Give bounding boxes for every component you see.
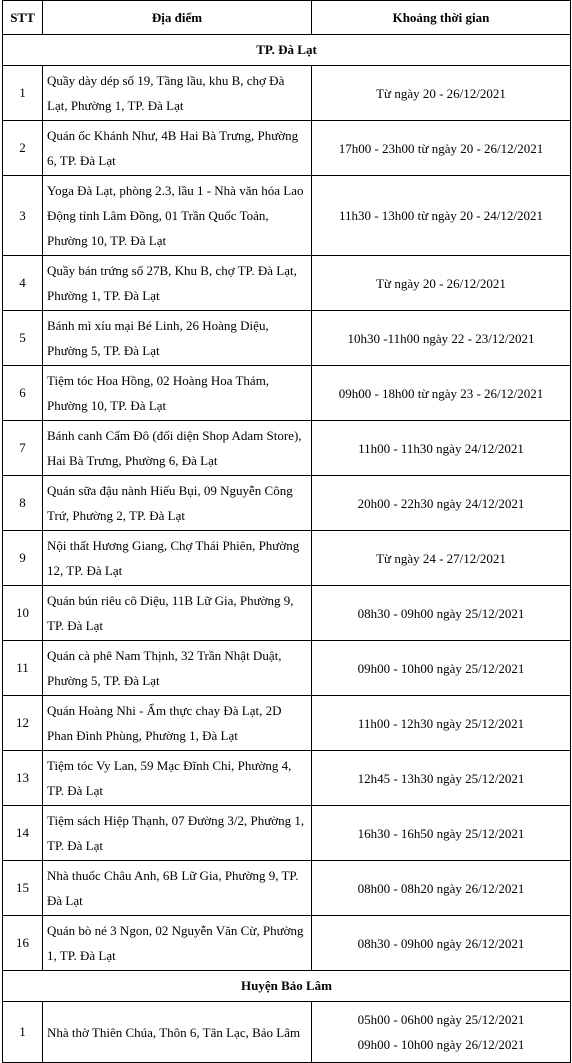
row-stt: 14 bbox=[3, 806, 43, 861]
row-location: Tiệm tóc Hoa Hồng, 02 Hoàng Hoa Thám, Phường 10, TP. Đà Lạt bbox=[43, 366, 312, 421]
row-location: Quán Hoàng Nhi - Ẩm thực chay Đà Lạt, 2D Phan Đình Phùng, Phường 1, Đà Lạt bbox=[43, 696, 312, 751]
table-row bbox=[3, 861, 571, 916]
time-line: 20h00 - 22h30 ngày 24/12/2021 bbox=[357, 495, 525, 511]
time-line: 08h30 - 09h00 ngày 25/12/2021 bbox=[357, 605, 525, 621]
row-time bbox=[312, 256, 571, 311]
table-row bbox=[3, 176, 571, 256]
row-stt: 3 bbox=[3, 176, 43, 256]
section-header-row bbox=[3, 35, 571, 66]
table-row bbox=[3, 421, 571, 476]
time-line: 17h00 - 23h00 từ ngày 20 - 26/12/2021 bbox=[338, 140, 544, 156]
header-location: Địa điểm bbox=[43, 1, 312, 35]
table-header-row bbox=[3, 1, 571, 35]
row-time bbox=[312, 751, 571, 806]
row-location: Quán bún riêu cô Diệu, 11B Lữ Gia, Phường 9, TP. Đà Lạt bbox=[43, 586, 312, 641]
row-stt: 9 bbox=[3, 531, 43, 586]
table-row bbox=[3, 121, 571, 176]
table-row bbox=[3, 1002, 571, 1063]
row-location: Bánh mì xíu mại Bé Linh, 26 Hoàng Diệu, Phường 5, TP. Đà Lạt bbox=[43, 311, 312, 366]
row-stt: 16 bbox=[3, 916, 43, 971]
table-row bbox=[3, 531, 571, 586]
row-stt: 4 bbox=[3, 256, 43, 311]
time-line: Từ ngày 20 - 26/12/2021 bbox=[376, 275, 506, 291]
table-row bbox=[3, 751, 571, 806]
row-time bbox=[312, 421, 571, 476]
row-stt: 10 bbox=[3, 586, 43, 641]
table-body bbox=[3, 35, 571, 1063]
row-location: Yoga Đà Lạt, phòng 2.3, lầu 1 - Nhà văn hóa Lao Động tỉnh Lâm Đồng, 01 Trần Quốc Toản, Phường 10, TP. Đà Lạt bbox=[43, 176, 312, 256]
time-line: 11h00 - 12h30 ngày 25/12/2021 bbox=[357, 715, 525, 731]
row-stt: 1 bbox=[3, 1002, 43, 1063]
row-time bbox=[312, 696, 571, 751]
row-stt: 1 bbox=[3, 66, 43, 121]
row-location: Quán bò né 3 Ngon, 02 Nguyễn Văn Cừ, Phường 1, TP. Đà Lạt bbox=[43, 916, 312, 971]
row-stt: 2 bbox=[3, 121, 43, 176]
section-title: Huyện Bảo Lâm bbox=[3, 971, 571, 1002]
table-row bbox=[3, 586, 571, 641]
row-time bbox=[312, 366, 571, 421]
table-row bbox=[3, 66, 571, 121]
row-time bbox=[312, 476, 571, 531]
time-line: Từ ngày 20 - 26/12/2021 bbox=[376, 85, 506, 101]
table-row bbox=[3, 696, 571, 751]
row-stt: 7 bbox=[3, 421, 43, 476]
row-stt: 5 bbox=[3, 311, 43, 366]
row-time bbox=[312, 806, 571, 861]
exposure-locations-table bbox=[2, 0, 571, 1063]
row-location: Nhà thờ Thiên Chúa, Thôn 6, Tân Lạc, Bảo Lâm bbox=[43, 1002, 312, 1063]
header-time: Khoảng thời gian bbox=[312, 1, 571, 35]
header-stt: STT bbox=[3, 1, 43, 35]
time-line: 12h45 - 13h30 ngày 25/12/2021 bbox=[357, 770, 525, 786]
row-location: Tiệm sách Hiệp Thạnh, 07 Đường 3/2, Phường 1, TP. Đà Lạt bbox=[43, 806, 312, 861]
row-location: Bánh canh Cẩm Đô (đối diện Shop Adam Store), Hai Bà Trưng, Phường 6, Đà Lạt bbox=[43, 421, 312, 476]
row-time bbox=[312, 1002, 571, 1063]
section-title: TP. Đà Lạt bbox=[3, 35, 571, 66]
row-stt: 8 bbox=[3, 476, 43, 531]
time-line: 16h30 - 16h50 ngày 25/12/2021 bbox=[357, 825, 525, 841]
row-stt: 13 bbox=[3, 751, 43, 806]
row-time bbox=[312, 311, 571, 366]
table-row bbox=[3, 311, 571, 366]
row-time bbox=[312, 586, 571, 641]
time-line: 05h00 - 06h00 ngày 25/12/2021 bbox=[357, 1012, 525, 1027]
row-stt: 15 bbox=[3, 861, 43, 916]
time-line: 09h00 - 18h00 từ ngày 23 - 26/12/2021 bbox=[338, 385, 544, 401]
row-location: Quầy bán trứng số 27B, Khu B, chợ TP. Đà Lạt, Phường 1, TP. Đà Lạt bbox=[43, 256, 312, 311]
row-time bbox=[312, 176, 571, 256]
row-location: Quán cà phê Nam Thịnh, 32 Trần Nhật Duật, Phường 5, TP. Đà Lạt bbox=[43, 641, 312, 696]
row-location: Quầy dày dép số 19, Tầng lầu, khu B, chợ Đà Lạt, Phường 1, TP. Đà Lạt bbox=[43, 66, 312, 121]
row-stt: 6 bbox=[3, 366, 43, 421]
row-location: Quán ốc Khánh Như, 4B Hai Bà Trưng, Phường 6, TP. Đà Lạt bbox=[43, 121, 312, 176]
time-line: 09h00 - 10h00 ngày 25/12/2021 bbox=[357, 660, 525, 676]
section-header-row bbox=[3, 971, 571, 1002]
table-row bbox=[3, 366, 571, 421]
row-time bbox=[312, 121, 571, 176]
table-row bbox=[3, 806, 571, 861]
row-location: Quán sữa đậu nành Hiếu Bụi, 09 Nguyễn Công Trứ, Phường 2, TP. Đà Lạt bbox=[43, 476, 312, 531]
row-stt: 12 bbox=[3, 696, 43, 751]
table-row bbox=[3, 256, 571, 311]
table-row bbox=[3, 916, 571, 971]
row-time bbox=[312, 531, 571, 586]
row-time bbox=[312, 861, 571, 916]
row-location: Nội thất Hương Giang, Chợ Thái Phiên, Phường 12, TP. Đà Lạt bbox=[43, 531, 312, 586]
time-line: 11h30 - 13h00 từ ngày 20 - 24/12/2021 bbox=[338, 208, 544, 223]
row-location: Tiệm tóc Vy Lan, 59 Mạc Đĩnh Chi, Phường 4, TP. Đà Lạt bbox=[43, 751, 312, 806]
row-location: Nhà thuốc Châu Anh, 6B Lữ Gia, Phường 9, TP. Đà Lạt bbox=[43, 861, 312, 916]
row-time bbox=[312, 916, 571, 971]
time-line: 11h00 - 11h30 ngày 24/12/2021 bbox=[358, 440, 524, 456]
time-line: 08h00 - 08h20 ngày 26/12/2021 bbox=[357, 880, 525, 896]
time-line: 08h30 - 09h00 ngày 26/12/2021 bbox=[357, 935, 525, 951]
row-time bbox=[312, 66, 571, 121]
table-row bbox=[3, 476, 571, 531]
row-time bbox=[312, 641, 571, 696]
time-line: 10h30 -11h00 ngày 22 - 23/12/2021 bbox=[347, 330, 535, 346]
time-line: 09h00 - 10h00 ngày 26/12/2021 bbox=[357, 1037, 525, 1052]
time-line: Từ ngày 24 - 27/12/2021 bbox=[376, 550, 506, 566]
row-stt: 11 bbox=[3, 641, 43, 696]
table-row bbox=[3, 641, 571, 696]
